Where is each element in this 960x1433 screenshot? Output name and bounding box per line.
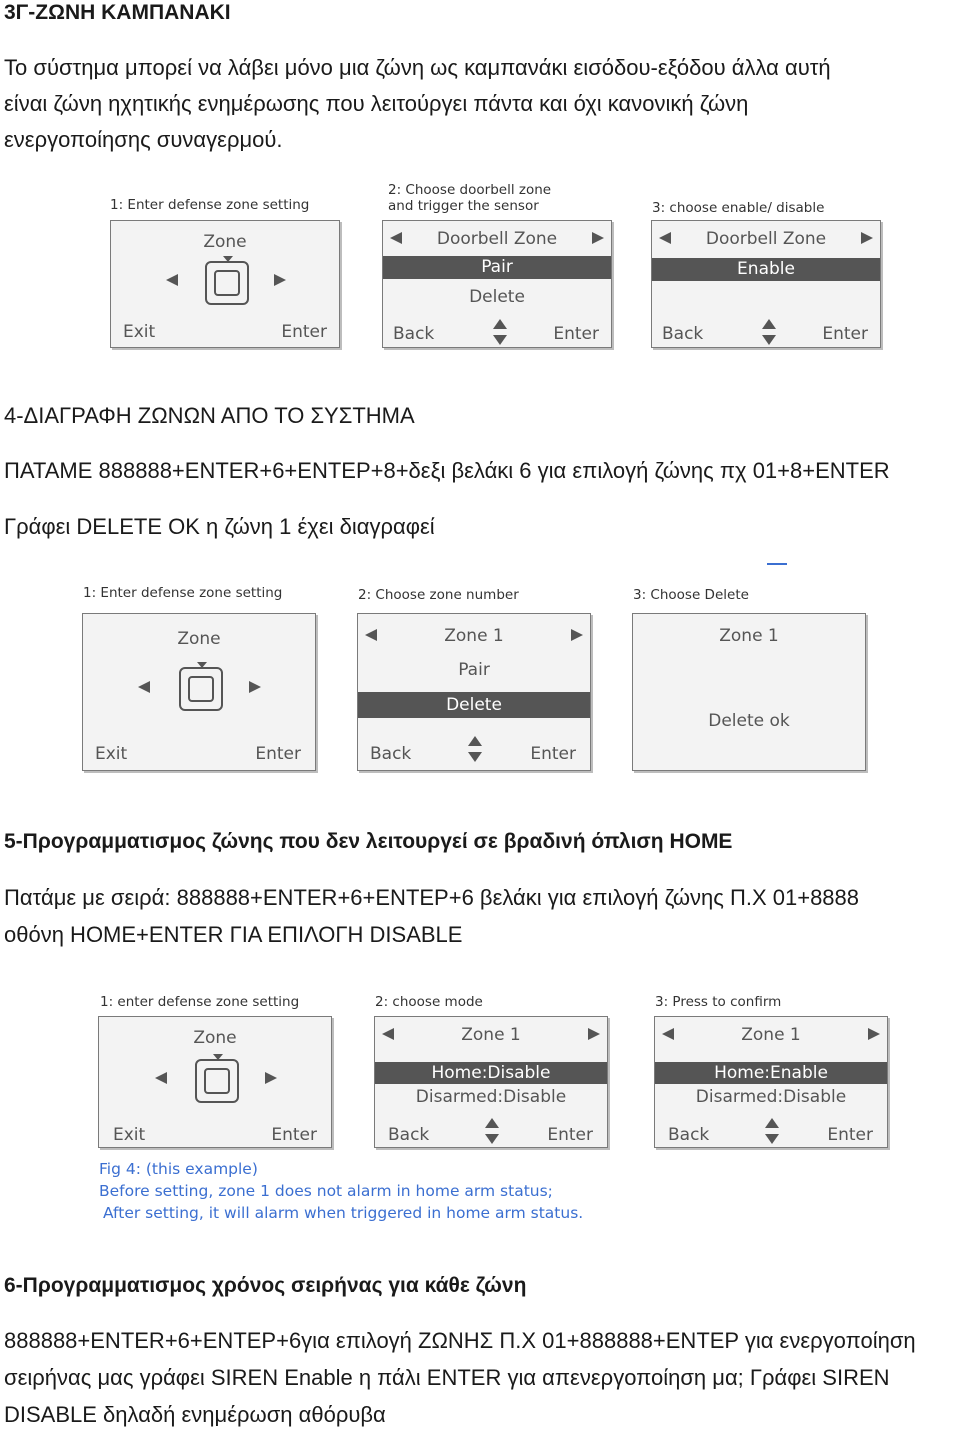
- diagram-caption: 2: choose mode: [375, 994, 483, 1010]
- lcd-selected-option: Home:Disable: [375, 1062, 607, 1084]
- lcd-title: Zone 1: [444, 626, 504, 646]
- arrow-right-icon: [592, 232, 604, 244]
- lcd-screen: [632, 613, 866, 771]
- lcd-back-label: Back: [388, 1125, 430, 1145]
- lcd-enter-label: Enter: [530, 744, 576, 764]
- lcd-title: Doorbell Zone: [705, 229, 827, 249]
- sensor-device-icon: [179, 667, 223, 711]
- diagram-caption: 2: Choose doorbell zone: [388, 182, 552, 198]
- sensor-device-icon: [195, 1059, 239, 1103]
- section-6-heading: 6-Προγραμματισμος χρόνος σειρήνας για κάθε ζώνη: [4, 1274, 527, 1297]
- lcd-enter-label: Enter: [547, 1125, 593, 1145]
- section-4-heading: 4-ΔΙΑΓΡΑΦΗ ΖΩΝΩΝ ΑΠΟ ΤΟ ΣΥΣΤΗΜΑ: [4, 403, 415, 428]
- diagram-caption: 3: Press to confirm: [655, 994, 782, 1010]
- lcd-screen: [357, 613, 591, 771]
- arrow-right-icon: [249, 681, 261, 693]
- lcd-exit-label: Exit: [95, 744, 128, 764]
- lcd-option: Pair: [458, 660, 490, 680]
- section-3g-text-line3: ενεργοποίησης συναγερμού.: [4, 127, 283, 152]
- arrow-left-icon: [166, 274, 178, 286]
- lcd-enter-label: Enter: [822, 324, 868, 344]
- section-4-text-line2: Γράφει DELETE OK η ζώνη 1 έχει διαγραφεί: [4, 514, 435, 539]
- diagram-caption: 3: Choose Delete: [633, 587, 749, 603]
- diagram-caption: 2: Choose zone number: [358, 587, 519, 603]
- lcd-enter-label: Enter: [281, 322, 327, 342]
- arrow-right-icon: [861, 232, 873, 244]
- diagram-caption: and trigger the sensor: [388, 198, 539, 214]
- arrow-right-icon: [868, 1028, 880, 1040]
- lcd-enter-label: Enter: [255, 744, 301, 764]
- lcd-exit-label: Exit: [113, 1125, 146, 1145]
- sensor-device-icon: [205, 261, 249, 305]
- section-5-text-line1: Πατάμε με σειρά: 888888+ENTER+6+ENTEP+6 βελάκι για επιλογή ζώνης Π.Χ 01+8888: [4, 885, 860, 910]
- lcd-screen: [98, 1016, 332, 1148]
- arrow-right-icon: [274, 274, 286, 286]
- lcd-screen: [110, 220, 340, 348]
- lcd-title: Zone 1: [461, 1025, 521, 1045]
- lcd-title: Doorbell Zone: [436, 229, 558, 249]
- lcd-option: Disarmed:Disable: [695, 1087, 847, 1107]
- lcd-enter-label: Enter: [271, 1125, 317, 1145]
- up-down-arrow-icon: [485, 1118, 499, 1144]
- lcd-screen: [654, 1016, 888, 1148]
- lcd-title: Zone 1: [719, 626, 779, 646]
- lcd-option: Delete: [469, 287, 525, 307]
- section-4-text-line1: ΠΑΤΑΜΕ 888888+ENTER+6+ENTEP+8+δεξι βελάκι 6 για επιλογή ζώνης πχ 01+8+ENTER: [4, 458, 890, 483]
- arrow-right-icon: [588, 1028, 600, 1040]
- lcd-enter-label: Enter: [553, 324, 599, 344]
- diagram-caption: 3: choose enable/ disable: [652, 200, 825, 216]
- lcd-title: Zone: [177, 629, 221, 649]
- lcd-option: Disarmed:Disable: [415, 1087, 567, 1107]
- up-down-arrow-icon: [765, 1118, 779, 1144]
- arrow-right-icon: [265, 1072, 277, 1084]
- lcd-title: Zone: [203, 232, 247, 252]
- arrow-left-icon: [138, 681, 150, 693]
- lcd-screen: [82, 613, 316, 771]
- figure-note-before: Before setting, zone 1 does not alarm in home arm status;: [99, 1182, 553, 1200]
- figure-note-title: Fig 4: (this example): [99, 1160, 258, 1178]
- lcd-screen: [374, 1016, 608, 1148]
- section-3g-text-line1: Το σύστημα μπορεί να λάβει μόνο μια ζώνη ως καμπανάκι εισόδου-εξόδου άλλα αυτή: [4, 55, 831, 80]
- lcd-selected-option: Enable: [652, 258, 880, 281]
- lcd-screen: [651, 220, 881, 348]
- section-5-heading: 5-Προγραμματισμος ζώνης που δεν λειτουργεί σε βραδινή όπλιση HOME: [4, 830, 733, 853]
- section-6-text-line2: σειρήνας μας γράφει SIREN Enable η πάλι ENTER για απενεργοποίηση μα; Γράφει SIREN: [4, 1365, 890, 1390]
- diagram-caption: 1: enter defense zone setting: [100, 994, 300, 1010]
- section-3g-text-line2: είναι ζώνη ηχητικής ενημέρωσης που λειτούργει πάντα και όχι κανονική ζώνη: [4, 91, 749, 116]
- lcd-title: Zone 1: [741, 1025, 801, 1045]
- section-5-text-line2: οθόνη HOME+ENTER ΓΙΑ ΕΠΙΛΟΓΗ DISABLE: [4, 922, 463, 947]
- up-down-arrow-icon: [468, 736, 482, 762]
- blue-dash-mark: [767, 563, 787, 565]
- up-down-arrow-icon: [762, 319, 776, 345]
- lcd-message: Delete ok: [708, 711, 790, 731]
- lcd-back-label: Back: [668, 1125, 710, 1145]
- lcd-back-label: Back: [393, 324, 435, 344]
- figure-note-after: After setting, it will alarm when triggered in home arm status.: [103, 1204, 584, 1222]
- up-down-arrow-icon: [493, 319, 507, 345]
- lcd-exit-label: Exit: [123, 322, 156, 342]
- lcd-screen: [382, 220, 612, 348]
- lcd-back-label: Back: [370, 744, 412, 764]
- lcd-title: Zone: [193, 1028, 237, 1048]
- diagram-caption: 1: Enter defense zone setting: [110, 197, 310, 213]
- arrow-right-icon: [571, 629, 583, 641]
- lcd-selected-option: Home:Enable: [655, 1062, 887, 1084]
- section-6-text-line1: 888888+ENTER+6+ENTEP+6για επιλογή ΖΩΝΗΣ Π.Χ 01+888888+ENTEP για ενεργοποίηση: [4, 1328, 916, 1353]
- lcd-selected-option: Delete: [358, 692, 590, 718]
- lcd-selected-option: Pair: [383, 256, 611, 279]
- arrow-left-icon: [155, 1072, 167, 1084]
- lcd-enter-label: Enter: [827, 1125, 873, 1145]
- diagram-caption: 1: Enter defense zone setting: [83, 585, 283, 601]
- section-6-text-line3: DISABLE δηλαδή ενημέρωση αθόρυβα: [4, 1402, 386, 1427]
- section-3g-heading: 3Γ-ΖΩΝΗ ΚΑΜΠΑΝΑΚΙ: [4, 1, 231, 24]
- lcd-back-label: Back: [662, 324, 704, 344]
